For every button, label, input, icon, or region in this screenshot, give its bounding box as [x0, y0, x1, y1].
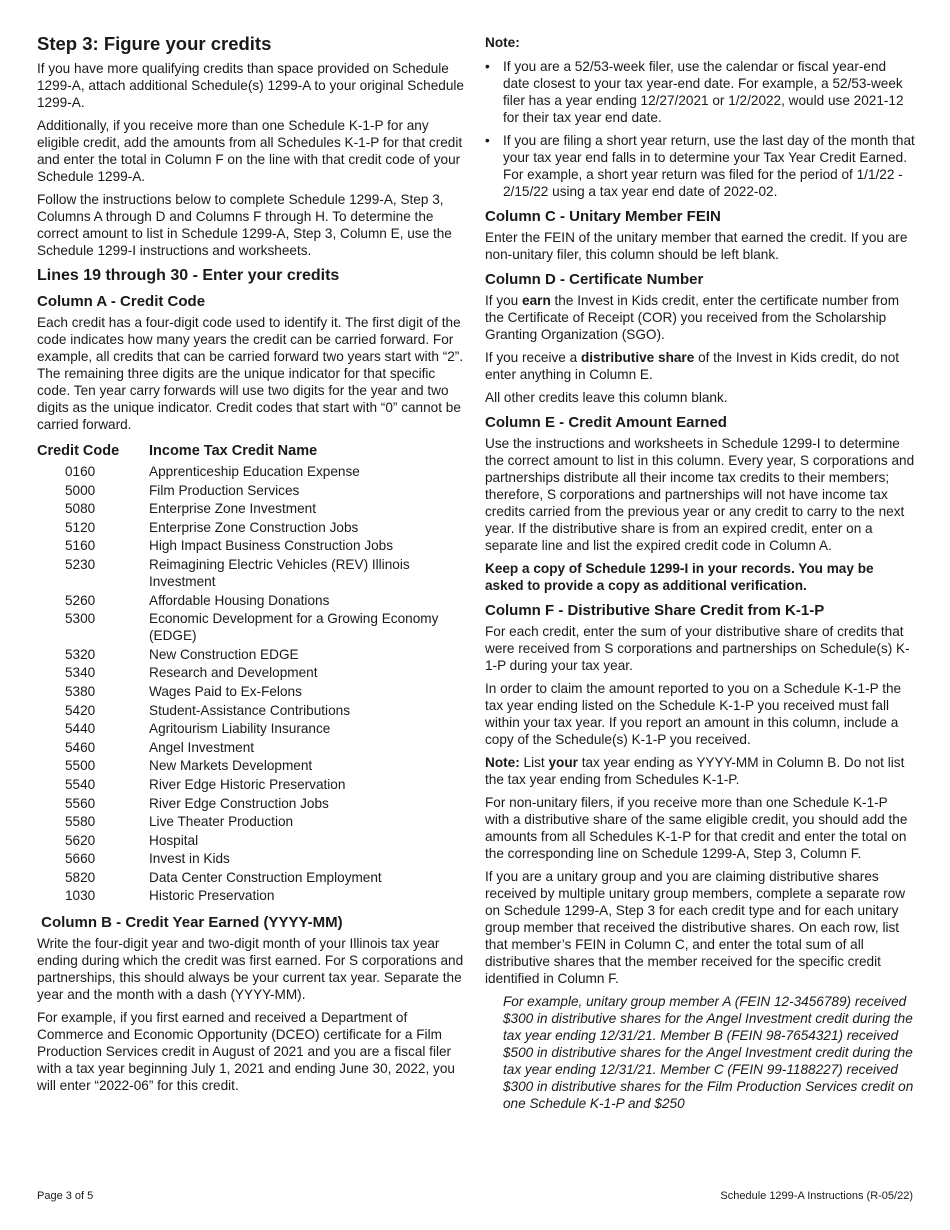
bullet-icon: • — [485, 59, 490, 74]
credit-name: Hospital — [149, 832, 199, 848]
column-c-heading: Column C - Unitary Member FEIN — [485, 208, 721, 225]
credit-code: 5000 — [65, 482, 96, 498]
lines-heading: Lines 19 through 30 - Enter your credits — [37, 267, 340, 284]
column-a-heading: Column A - Credit Code — [37, 293, 206, 310]
credit-row — [37, 813, 467, 830]
step3-paragraph-3: Follow the instructions below to complete Schedule 1299-A, Step 3, Columns A through D and Columns F through H. To determine the correct amount to list in Schedule 1299-A, Step 3, Column E, use the Schedule 1299-I instructions and worksheets. — [37, 192, 452, 258]
note-bullet-item — [485, 58, 915, 126]
credit-name: Film Production Services — [149, 482, 300, 498]
credit-table — [37, 463, 467, 904]
column-f-heading: Column F - Distributive Share Credit from K-1-P — [485, 602, 825, 619]
credit-name: Agritourism Liability Insurance — [149, 721, 331, 737]
column-d-paragraph-2 — [485, 349, 915, 383]
column-f-paragraph-1: For each credit, enter the sum of your distributive share of credits that were received from S corporations and partnerships on Schedule(s) K-1-P during your tax year. — [485, 624, 910, 673]
credit-name: Wages Paid to Ex-Felons — [149, 683, 302, 699]
note-bullet-text: If you are filing a short year return, use the last day of the month that your tax year end falls in to determine your Tax Year Credit Earned. For example, a short year return was filed for the period of 1/1/22 - 2/15/22 using a tax year end date of 2022-02. — [503, 133, 915, 199]
credit-row — [37, 869, 467, 886]
credit-name: Student-Assistance Contributions — [149, 702, 350, 718]
credit-code: 5260 — [65, 592, 96, 608]
credit-code: 5340 — [65, 665, 96, 681]
credit-code-header: Credit Code — [37, 443, 120, 459]
credit-name: Live Theater Production — [149, 814, 294, 830]
credit-code: 5540 — [65, 776, 96, 792]
note-bullet-item — [485, 132, 915, 200]
column-e-paragraph-1: Use the instructions and worksheets in Schedule 1299-I to determine the correct amount to list in this column. Every year, S corporations and partnerships distribute all their income tax credits to their members; therefore, S corporations and partnerships will not have income tax credits carried from the previous year or any credit to carry to the next year. If the distributive share is from an expired credit, enter on a separate line and list the expired credit code in Column A. — [485, 436, 915, 553]
column-d-paragraph-1 — [485, 292, 915, 343]
credit-name: River Edge Construction Jobs — [149, 795, 329, 811]
column-e-paragraph-2: Keep a copy of Schedule 1299-I in your records. You may be asked to provide a copy as additional verification. — [485, 561, 874, 593]
step3-heading: Step 3: Figure your credits — [37, 33, 272, 54]
credit-code: 5420 — [65, 702, 96, 718]
credit-name: Historic Preservation — [149, 888, 275, 904]
credit-name: High Impact Business Construction Jobs — [149, 538, 394, 554]
emphasis-distributive-share: distributive share — [580, 350, 695, 365]
credit-name: Angel Investment — [149, 739, 255, 755]
credit-code: 1030 — [65, 888, 96, 904]
column-b-paragraph-1: Write the four-digit year and two-digit month of your Illinois tax year ending during which the credit was first earned. For S corporations and partnerships, this should always be your current tax year. Separate the year and the month with a dash (YYYY-MM). — [37, 936, 464, 1003]
column-f-example: For example, unitary group member A (FEIN 12-3456789) received $300 in distributive shares for the Angel Investment credit during the tax year ending 12/31/21. Member B (FEIN 98-7654321) received $500 in distributive shares for the Angel Investment credit during the tax year ending 12/31/21. Member C (FEIN 99-1188227) received $300 in distributive shares for the Film Production Services credit on one Schedule K-1-P and $250 — [503, 994, 914, 1111]
credit-row — [37, 832, 467, 849]
column-f-paragraph-3: For non-unitary filers, if you receive more than one Schedule K-1-P with a distributive share of the same eligible credit, you should add the amounts from all Schedules K-1-P for that credit and enter the total on the corresponding line on Schedule 1299-A, Step 3, Column F. — [485, 795, 908, 861]
column-b-heading-text: Column B - Credit Year Earned (YYYY-MM) — [41, 914, 343, 932]
credit-row — [37, 702, 467, 719]
credit-row — [37, 482, 467, 499]
credit-name: Affordable Housing Donations — [149, 592, 330, 608]
credit-row — [37, 537, 467, 554]
column-e-heading: Column E - Credit Amount Earned — [485, 414, 727, 431]
text-run: List — [519, 755, 549, 770]
credit-name: Data Center Construction Employment — [149, 869, 382, 885]
column-f-paragraph-4: If you are a unitary group and you are claiming distributive shares received by multiple unitary group members, complete a separate row on Schedule 1299-A, Step 3 for each credit type and for each unitary group member that received the distributive shares. On each row, list that member’s FEIN in Column C, and enter the total sum of all distributive shares that the member received for the specific credit identified in Column F. — [485, 869, 906, 986]
column-d-paragraph-3: All other credits leave this column blank. — [485, 390, 728, 405]
step3-paragraph-1: If you have more qualifying credits than space provided on Schedule 1299-A, attach additional Schedule(s) 1299-A to your original Schedule 1299-A. — [37, 61, 464, 110]
column-b-heading — [37, 914, 467, 931]
column-f-note — [485, 754, 915, 788]
credit-row — [37, 646, 467, 663]
credit-name: Reimagining Electric Vehicles (REV) Illinois Investment — [149, 556, 410, 589]
credit-name: River Edge Historic Preservation — [149, 776, 346, 792]
text-run: If you receive a — [485, 350, 581, 365]
column-a-paragraph: Each credit has a four-digit code used to identify it. The first digit of the code indicates how many years the credit can be carried forward. For example, all credits that can be carried forward two years start with “2”. The remaining three digits are the unique indicator for that specific code. Ten year carry forwards will use two digits for the year and two digits as the unique indicator. Credit codes that start with “0” cannot be carried forward. — [37, 315, 464, 432]
credit-row — [37, 850, 467, 867]
credit-table-header — [37, 443, 467, 459]
credit-name: Research and Development — [149, 665, 318, 681]
column-d-heading: Column D - Certificate Number — [485, 271, 704, 288]
step3-paragraph-2: Additionally, if you receive more than one Schedule K-1-P for any eligible credit, add the amounts from all Schedules K-1-P for that credit and enter the total in Column F on the line with that credit code of your Schedule 1299-A. — [37, 118, 463, 184]
page-number: Page 3 of 5 — [37, 1190, 94, 1202]
credit-row — [37, 739, 467, 756]
emphasis-your: your — [548, 755, 578, 770]
credit-code: 5660 — [65, 851, 96, 867]
credit-row — [37, 556, 467, 590]
credit-name-header: Income Tax Credit Name — [149, 443, 318, 459]
credit-code: 5160 — [65, 538, 96, 554]
right-column — [485, 30, 915, 1118]
credit-row — [37, 592, 467, 609]
credit-code: 5230 — [65, 556, 96, 572]
credit-name: Enterprise Zone Construction Jobs — [149, 519, 359, 535]
note-label: Note: — [485, 35, 520, 50]
credit-row — [37, 776, 467, 793]
note-bullet-text: If you are a 52/53-week filer, use the calendar or fiscal year-end date closest to your tax year-end date. For example, a 52/53-week filer has a year ending 12/27/2021 or 1/2/2022, would use 2021-12 for their tax year end date. — [503, 59, 904, 125]
credit-name: Invest in Kids — [149, 851, 230, 867]
credit-code: 5620 — [65, 832, 96, 848]
credit-row — [37, 720, 467, 737]
note-label-inline: Note: — [485, 755, 520, 770]
credit-code: 5120 — [65, 519, 96, 535]
credit-row — [37, 519, 467, 536]
form-identifier: Schedule 1299-A Instructions (R-05/22) — [720, 1190, 913, 1202]
credit-code: 5580 — [65, 814, 96, 830]
credit-row — [37, 664, 467, 681]
credit-code: 5460 — [65, 739, 96, 755]
column-b-paragraph-2: For example, if you first earned and received a Department of Commerce and Economic Opportunity (DCEO) certificate for a Film Production Services credit in August of 2021 and you are a fiscal filer with a tax year beginning July 1, 2021 and ending June 30, 2022, you will enter “2022-06” for this credit. — [37, 1010, 455, 1094]
credit-name: New Markets Development — [149, 758, 313, 774]
credit-row — [37, 757, 467, 774]
credit-code: 5560 — [65, 795, 96, 811]
credit-name: Economic Development for a Growing Economy (EDGE) — [149, 611, 439, 644]
credit-code: 5440 — [65, 721, 96, 737]
credit-name: Apprenticeship Education Expense — [149, 464, 360, 479]
text-run: tax year ending as YYYY-MM in Column B. Do not list the tax year ending from Schedules K-1-P. — [485, 755, 905, 787]
credit-row — [37, 500, 467, 517]
text-run: the Invest in Kids credit, enter the certificate number from the Certificate of Receipt (COR) you received from the Scholarship Granting Organization (SGO). — [485, 293, 900, 342]
text-run: If you — [485, 293, 523, 308]
left-column — [37, 30, 467, 1100]
credit-row — [37, 887, 467, 904]
column-c-paragraph: Enter the FEIN of the unitary member that earned the credit. If you are non-unitary filer, this column should be left blank. — [485, 230, 908, 262]
credit-code: 5080 — [65, 501, 96, 517]
credit-row — [37, 610, 467, 644]
credit-row — [37, 683, 467, 700]
credit-code: 5820 — [65, 869, 96, 885]
credit-name: New Construction EDGE — [149, 646, 299, 662]
credit-code: 5500 — [65, 758, 96, 774]
emphasis-earn: earn — [522, 293, 551, 308]
bullet-icon: • — [485, 133, 490, 148]
column-f-paragraph-2: In order to claim the amount reported to you on a Schedule K-1-P the tax year ending listed on the Schedule K-1-P you received must fall within your tax year. If you report an amount in this column, include a copy of the Schedule(s) K-1-P you received. — [485, 681, 902, 747]
credit-code: 5320 — [65, 646, 96, 662]
credit-name: Enterprise Zone Investment — [149, 501, 316, 517]
credit-code: 0160 — [65, 464, 96, 479]
note-bullet-list — [485, 58, 915, 200]
credit-row — [37, 463, 467, 480]
credit-code: 5380 — [65, 683, 96, 699]
text-run: of the Invest in Kids credit, do not enter anything in Column E. — [485, 350, 900, 382]
credit-code: 5300 — [65, 611, 96, 627]
credit-row — [37, 795, 467, 812]
